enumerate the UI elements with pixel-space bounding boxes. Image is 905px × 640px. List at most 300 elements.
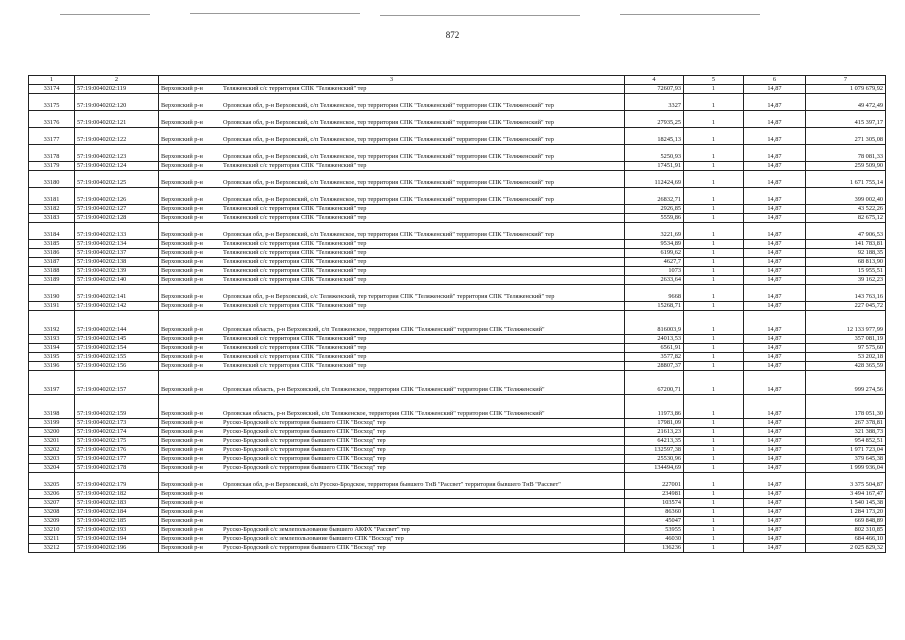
address-cell xyxy=(159,240,625,249)
quantity-cell: 1 xyxy=(684,111,744,128)
table-row xyxy=(29,428,886,437)
area-cell: 27935,25 xyxy=(625,111,684,128)
address-cell xyxy=(159,223,625,240)
row-number-cell: 33174 xyxy=(29,85,75,94)
row-number-cell: 33200 xyxy=(29,428,75,437)
district-label: Верховский р-н xyxy=(161,196,203,204)
quantity-cell: 1 xyxy=(684,419,744,428)
row-number-cell: 33208 xyxy=(29,508,75,517)
district-label: Верховский р-н xyxy=(161,481,203,489)
area-cell: 3327 xyxy=(625,94,684,111)
total-cell: 43 522,26 xyxy=(806,205,886,214)
row-number-cell: 33204 xyxy=(29,464,75,473)
total-cell: 141 783,81 xyxy=(806,240,886,249)
area-cell: 227001 xyxy=(625,473,684,490)
total-cell: 97 575,60 xyxy=(806,344,886,353)
rate-cell: 14,87 xyxy=(744,446,806,455)
address-cell xyxy=(159,249,625,258)
address-text: Теляженский с/с территория СПК "Теляженский" тер xyxy=(223,85,367,93)
area-cell: 3221,69 xyxy=(625,223,684,240)
cadastral-number-cell: 57:19:0040202:173 xyxy=(75,419,159,428)
address-text: Орловская обл, р-н Верховский, с/п Теляженское, тер территория СПК "Теляженский" территория СПК "Теляженский" тер xyxy=(223,102,554,110)
quantity-cell: 1 xyxy=(684,455,744,464)
row-number-cell: 33195 xyxy=(29,353,75,362)
district-label: Верховский р-н xyxy=(161,119,203,127)
quantity-cell: 1 xyxy=(684,267,744,276)
address-cell xyxy=(159,94,625,111)
cadastral-number-cell: 57:19:0040202:176 xyxy=(75,446,159,455)
cadastral-number-cell: 57:19:0040202:193 xyxy=(75,526,159,535)
quantity-cell: 1 xyxy=(684,362,744,371)
quantity-cell: 1 xyxy=(684,94,744,111)
district-label: Верховский р-н xyxy=(161,267,203,275)
total-cell: 428 365,59 xyxy=(806,362,886,371)
quantity-cell: 1 xyxy=(684,464,744,473)
total-cell: 954 852,51 xyxy=(806,437,886,446)
row-number-cell: 33211 xyxy=(29,535,75,544)
row-number-cell: 33206 xyxy=(29,490,75,499)
cadastral-number-cell: 57:19:0040202:194 xyxy=(75,535,159,544)
quantity-cell: 1 xyxy=(684,240,744,249)
cadastral-number-cell: 57:19:0040202:139 xyxy=(75,267,159,276)
cadastral-number-cell: 57:19:0040202:138 xyxy=(75,258,159,267)
total-cell: 15 955,51 xyxy=(806,267,886,276)
district-label: Верховский р-н xyxy=(161,419,203,427)
address-text: Теляженский с/с территория СПК "Теляженский" тер xyxy=(223,258,367,266)
district-label: Верховский р-н xyxy=(161,362,203,370)
total-cell: 271 305,08 xyxy=(806,128,886,145)
rate-cell: 14,87 xyxy=(744,111,806,128)
address-text: Орловская обл, р-н Верховский, с/п Русско-Бродское, территория бывшего ТнВ "Рассвет" территория бывшего ТнВ "Рассвет" xyxy=(223,481,561,489)
row-number-cell: 33176 xyxy=(29,111,75,128)
row-number-cell: 33180 xyxy=(29,171,75,188)
address-text: Орловская область, р-н Верховский, с/п Теляженское, территория СПК "Теляженский" территория СПК "Теляженский" xyxy=(223,386,545,394)
rate-cell: 14,87 xyxy=(744,473,806,490)
column-header: 4 xyxy=(625,76,684,85)
rate-cell: 14,87 xyxy=(744,455,806,464)
row-number-cell: 33193 xyxy=(29,335,75,344)
district-label: Верховский р-н xyxy=(161,386,203,394)
address-text: Русско-Бродский с/с территория бывшего СПК "Восход" тер xyxy=(223,455,386,463)
cadastral-number-cell: 57:19:0040202:137 xyxy=(75,249,159,258)
district-label: Верховский р-н xyxy=(161,326,203,334)
row-number-cell: 33212 xyxy=(29,544,75,553)
cadastral-number-cell: 57:19:0040202:177 xyxy=(75,455,159,464)
area-cell: 25530,96 xyxy=(625,455,684,464)
area-cell: 112424,69 xyxy=(625,171,684,188)
area-cell: 45047 xyxy=(625,517,684,526)
address-cell xyxy=(159,188,625,205)
column-header: 7 xyxy=(806,76,886,85)
quantity-cell: 1 xyxy=(684,344,744,353)
total-cell: 267 378,81 xyxy=(806,419,886,428)
address-text: Теляженский с/с территория СПК "Теляженский" тер xyxy=(223,302,367,310)
table-row xyxy=(29,249,886,258)
scan-artifact-line xyxy=(380,15,580,16)
row-number-cell: 33203 xyxy=(29,455,75,464)
address-text: Русско-Бродский с/с землепользование бывшего АКФХ "Рассвет" тер xyxy=(223,526,410,534)
rate-cell: 14,87 xyxy=(744,371,806,395)
cadastral-number-cell: 57:19:0040202:121 xyxy=(75,111,159,128)
area-cell: 9534,89 xyxy=(625,240,684,249)
address-cell xyxy=(159,353,625,362)
address-cell xyxy=(159,517,625,526)
quantity-cell: 1 xyxy=(684,517,744,526)
rate-cell: 14,87 xyxy=(744,335,806,344)
area-cell: 18245,13 xyxy=(625,128,684,145)
quantity-cell: 1 xyxy=(684,188,744,205)
table-row xyxy=(29,371,886,395)
table-row xyxy=(29,188,886,205)
area-cell: 6561,91 xyxy=(625,344,684,353)
address-cell xyxy=(159,285,625,302)
quantity-cell: 1 xyxy=(684,353,744,362)
table-row xyxy=(29,311,886,335)
table-row xyxy=(29,214,886,223)
quantity-cell: 1 xyxy=(684,335,744,344)
cadastral-number-cell: 57:19:0040202:126 xyxy=(75,188,159,205)
table-row xyxy=(29,240,886,249)
quantity-cell: 1 xyxy=(684,285,744,302)
address-cell xyxy=(159,258,625,267)
address-cell xyxy=(159,446,625,455)
address-text: Орловская обл, р-н Верховский, с/п Теляженское, тер территория СПК "Теляженский" территория СПК "Теляженский" тер xyxy=(223,231,554,239)
scan-artifact-line xyxy=(620,14,760,15)
area-cell: 64213,35 xyxy=(625,437,684,446)
rate-cell: 14,87 xyxy=(744,302,806,311)
rate-cell: 14,87 xyxy=(744,171,806,188)
area-cell: 86360 xyxy=(625,508,684,517)
area-cell: 5250,93 xyxy=(625,145,684,162)
cadastral-number-cell: 57:19:0040202:144 xyxy=(75,311,159,335)
address-text: Теляженский с/с территория СПК "Теляженский" тер xyxy=(223,362,367,370)
row-number-cell: 33178 xyxy=(29,145,75,162)
cadastral-number-cell: 57:19:0040202:128 xyxy=(75,214,159,223)
address-text: Теляженский с/с территория СПК "Теляженский" тер xyxy=(223,214,367,222)
address-text: Теляженский с/с территория СПК "Теляженский" тер xyxy=(223,205,367,213)
cadastral-number-cell: 57:19:0040202:124 xyxy=(75,162,159,171)
row-number-cell: 33179 xyxy=(29,162,75,171)
area-cell: 11973,86 xyxy=(625,395,684,419)
cadastral-number-cell: 57:19:0040202:140 xyxy=(75,276,159,285)
column-header: 3 xyxy=(159,76,625,85)
table-row xyxy=(29,455,886,464)
address-text: Орловская обл, р-н Верховский, с/п Теляженское, тер территория СПК "Теляженский" территория СПК "Теляженский" тер xyxy=(223,196,554,204)
total-cell: 1 671 755,14 xyxy=(806,171,886,188)
rate-cell: 14,87 xyxy=(744,205,806,214)
quantity-cell: 1 xyxy=(684,145,744,162)
address-cell xyxy=(159,437,625,446)
address-text: Теляженский с/с территория СПК "Теляженский" тер xyxy=(223,276,367,284)
address-text: Теляженский с/с территория СПК "Теляженский" тер xyxy=(223,162,367,170)
district-label: Верховский р-н xyxy=(161,162,203,170)
quantity-cell: 1 xyxy=(684,258,744,267)
row-number-cell: 33190 xyxy=(29,285,75,302)
district-label: Верховский р-н xyxy=(161,490,203,498)
table-row xyxy=(29,276,886,285)
quantity-cell: 1 xyxy=(684,428,744,437)
total-cell: 47 906,53 xyxy=(806,223,886,240)
quantity-cell: 1 xyxy=(684,276,744,285)
cadastral-number-cell: 57:19:0040202:182 xyxy=(75,490,159,499)
area-cell: 24013,53 xyxy=(625,335,684,344)
table-row xyxy=(29,490,886,499)
district-label: Верховский р-н xyxy=(161,205,203,213)
rate-cell: 14,87 xyxy=(744,267,806,276)
total-cell: 415 397,17 xyxy=(806,111,886,128)
table-row xyxy=(29,353,886,362)
row-number-cell: 33185 xyxy=(29,240,75,249)
table-row xyxy=(29,162,886,171)
table-row xyxy=(29,267,886,276)
rate-cell: 14,87 xyxy=(744,490,806,499)
cadastral-number-cell: 57:19:0040202:145 xyxy=(75,335,159,344)
row-number-cell: 33183 xyxy=(29,214,75,223)
column-header: 5 xyxy=(684,76,744,85)
row-number-cell: 33192 xyxy=(29,311,75,335)
table-row xyxy=(29,473,886,490)
address-text: Теляженский с/с территория СПК "Теляженский" тер xyxy=(223,249,367,257)
address-cell xyxy=(159,490,625,499)
quantity-cell: 1 xyxy=(684,249,744,258)
row-number-cell: 33198 xyxy=(29,395,75,419)
quantity-cell: 1 xyxy=(684,85,744,94)
column-header: 6 xyxy=(744,76,806,85)
area-cell: 17451,91 xyxy=(625,162,684,171)
area-cell: 132597,38 xyxy=(625,446,684,455)
area-cell: 9668 xyxy=(625,285,684,302)
quantity-cell: 1 xyxy=(684,223,744,240)
rate-cell: 14,87 xyxy=(744,395,806,419)
row-number-cell: 33209 xyxy=(29,517,75,526)
district-label: Верховский р-н xyxy=(161,179,203,187)
quantity-cell: 1 xyxy=(684,446,744,455)
address-text: Орловская обл, р-н Верховский, с/с Теляженский, тер территория СПК "Теляженский" территория СПК "Теляженский" тер xyxy=(223,293,555,301)
area-cell: 1073 xyxy=(625,267,684,276)
table-row xyxy=(29,302,886,311)
table-row xyxy=(29,362,886,371)
table-row xyxy=(29,395,886,419)
total-cell: 82 675,12 xyxy=(806,214,886,223)
row-number-cell: 33175 xyxy=(29,94,75,111)
table-row xyxy=(29,94,886,111)
total-cell: 321 388,73 xyxy=(806,428,886,437)
district-label: Верховский р-н xyxy=(161,344,203,352)
table-row xyxy=(29,111,886,128)
cadastral-number-cell: 57:19:0040202:175 xyxy=(75,437,159,446)
row-number-cell: 33187 xyxy=(29,258,75,267)
cadastral-number-cell: 57:19:0040202:178 xyxy=(75,464,159,473)
cadastral-number-cell: 57:19:0040202:179 xyxy=(75,473,159,490)
quantity-cell: 1 xyxy=(684,171,744,188)
total-cell: 259 509,90 xyxy=(806,162,886,171)
cadastral-number-cell: 57:19:0040202:156 xyxy=(75,362,159,371)
area-cell: 134494,69 xyxy=(625,464,684,473)
area-cell: 67200,71 xyxy=(625,371,684,395)
quantity-cell: 1 xyxy=(684,473,744,490)
district-label: Верховский р-н xyxy=(161,464,203,472)
address-cell xyxy=(159,145,625,162)
area-cell: 17981,09 xyxy=(625,419,684,428)
area-cell: 21613,23 xyxy=(625,428,684,437)
row-number-cell: 33197 xyxy=(29,371,75,395)
address-text: Русско-Бродский с/с территория бывшего СПК "Восход" тер xyxy=(223,428,386,436)
district-label: Верховский р-н xyxy=(161,136,203,144)
rate-cell: 14,87 xyxy=(744,85,806,94)
address-text: Теляженский с/с территория СПК "Теляженский" тер xyxy=(223,335,367,343)
address-cell xyxy=(159,267,625,276)
address-cell xyxy=(159,395,625,419)
table-row xyxy=(29,535,886,544)
district-label: Верховский р-н xyxy=(161,293,203,301)
rate-cell: 14,87 xyxy=(744,499,806,508)
area-cell: 2633,64 xyxy=(625,276,684,285)
address-text: Теляженский с/с территория СПК "Теляженский" тер xyxy=(223,353,367,361)
total-cell: 178 051,30 xyxy=(806,395,886,419)
cadastral-number-cell: 57:19:0040202:127 xyxy=(75,205,159,214)
cadastral-number-cell: 57:19:0040202:141 xyxy=(75,285,159,302)
area-cell: 2926,85 xyxy=(625,205,684,214)
district-label: Верховский р-н xyxy=(161,526,203,534)
rate-cell: 14,87 xyxy=(744,353,806,362)
table-row xyxy=(29,205,886,214)
cadastral-number-cell: 57:19:0040202:185 xyxy=(75,517,159,526)
address-cell xyxy=(159,371,625,395)
area-cell: 26832,71 xyxy=(625,188,684,205)
cadastral-number-cell: 57:19:0040202:157 xyxy=(75,371,159,395)
total-cell: 1 284 173,20 xyxy=(806,508,886,517)
area-cell: 234981 xyxy=(625,490,684,499)
address-text: Русско-Бродский с/с территория бывшего СПК "Восход" тер xyxy=(223,446,386,454)
row-number-cell: 33207 xyxy=(29,499,75,508)
total-cell: 999 274,56 xyxy=(806,371,886,395)
rate-cell: 14,87 xyxy=(744,362,806,371)
total-cell: 3 494 167,47 xyxy=(806,490,886,499)
district-label: Верховский р-н xyxy=(161,249,203,257)
address-cell xyxy=(159,544,625,553)
rate-cell: 14,87 xyxy=(744,517,806,526)
total-cell: 2 025 829,32 xyxy=(806,544,886,553)
quantity-cell: 1 xyxy=(684,490,744,499)
row-number-cell: 33177 xyxy=(29,128,75,145)
address-cell xyxy=(159,311,625,335)
total-cell: 1 540 145,38 xyxy=(806,499,886,508)
cadastral-number-cell: 57:19:0040202:155 xyxy=(75,353,159,362)
rate-cell: 14,87 xyxy=(744,428,806,437)
rate-cell: 14,87 xyxy=(744,526,806,535)
quantity-cell: 1 xyxy=(684,214,744,223)
cadastral-number-cell: 57:19:0040202:122 xyxy=(75,128,159,145)
area-cell: 3577,82 xyxy=(625,353,684,362)
quantity-cell: 1 xyxy=(684,499,744,508)
rate-cell: 14,87 xyxy=(744,544,806,553)
address-cell xyxy=(159,508,625,517)
cadastral-number-cell: 57:19:0040202:184 xyxy=(75,508,159,517)
address-cell xyxy=(159,128,625,145)
area-cell: 136236 xyxy=(625,544,684,553)
scan-artifact-line xyxy=(60,14,150,15)
address-cell xyxy=(159,302,625,311)
address-cell xyxy=(159,214,625,223)
column-header: 1 xyxy=(29,76,75,85)
cadastral-number-cell: 57:19:0040202:119 xyxy=(75,85,159,94)
row-number-cell: 33201 xyxy=(29,437,75,446)
table-row xyxy=(29,464,886,473)
cadastral-number-cell: 57:19:0040202:125 xyxy=(75,171,159,188)
row-number-cell: 33194 xyxy=(29,344,75,353)
address-cell xyxy=(159,362,625,371)
quantity-cell: 1 xyxy=(684,205,744,214)
quantity-cell: 1 xyxy=(684,128,744,145)
total-cell: 1 999 936,04 xyxy=(806,464,886,473)
quantity-cell: 1 xyxy=(684,437,744,446)
district-label: Верховский р-н xyxy=(161,410,203,418)
cadastral-number-cell: 57:19:0040202:154 xyxy=(75,344,159,353)
area-cell: 28807,37 xyxy=(625,362,684,371)
table-row xyxy=(29,508,886,517)
rate-cell: 14,87 xyxy=(744,214,806,223)
cadastral-number-cell: 57:19:0040202:120 xyxy=(75,94,159,111)
area-cell: 4627,7 xyxy=(625,258,684,267)
column-header: 2 xyxy=(75,76,159,85)
address-text: Орловская обл, р-н Верховский, с/п Теляженское, тер территория СПК "Теляженский" территория СПК "Теляженский" тер xyxy=(223,153,554,161)
total-cell: 53 202,18 xyxy=(806,353,886,362)
address-cell xyxy=(159,344,625,353)
district-label: Верховский р-н xyxy=(161,535,203,543)
district-label: Верховский р-н xyxy=(161,353,203,361)
address-cell xyxy=(159,473,625,490)
area-cell: 46030 xyxy=(625,535,684,544)
table-row xyxy=(29,223,886,240)
total-cell: 68 813,90 xyxy=(806,258,886,267)
table-row xyxy=(29,258,886,267)
address-cell xyxy=(159,111,625,128)
cadastral-number-cell: 57:19:0040202:133 xyxy=(75,223,159,240)
row-number-cell: 33182 xyxy=(29,205,75,214)
rate-cell: 14,87 xyxy=(744,240,806,249)
table-row xyxy=(29,85,886,94)
district-label: Верховский р-н xyxy=(161,258,203,266)
scan-artifact-line xyxy=(190,13,360,14)
district-label: Верховский р-н xyxy=(161,508,203,516)
district-label: Верховский р-н xyxy=(161,102,203,110)
total-cell: 669 848,89 xyxy=(806,517,886,526)
area-cell: 53955 xyxy=(625,526,684,535)
total-cell: 802 310,85 xyxy=(806,526,886,535)
table-row xyxy=(29,517,886,526)
district-label: Верховский р-н xyxy=(161,335,203,343)
table-body xyxy=(29,85,886,553)
quantity-cell: 1 xyxy=(684,162,744,171)
rate-cell: 14,87 xyxy=(744,464,806,473)
page-number: 872 xyxy=(445,30,460,40)
total-cell: 92 188,35 xyxy=(806,249,886,258)
table-row xyxy=(29,419,886,428)
area-cell: 103574 xyxy=(625,499,684,508)
total-cell: 1 079 679,92 xyxy=(806,85,886,94)
quantity-cell: 1 xyxy=(684,395,744,419)
district-label: Верховский р-н xyxy=(161,153,203,161)
address-text: Орловская область, р-н Верховский, с/п Теляженское, территория СПК "Теляженский" территория СПК "Теляженский" xyxy=(223,326,545,334)
rate-cell: 14,87 xyxy=(744,258,806,267)
table-row xyxy=(29,128,886,145)
district-label: Верховский р-н xyxy=(161,428,203,436)
table-row xyxy=(29,437,886,446)
total-cell: 684 466,10 xyxy=(806,535,886,544)
address-cell xyxy=(159,535,625,544)
address-text: Теляженский с/с территория СПК "Теляженский" тер xyxy=(223,344,367,352)
rate-cell: 14,87 xyxy=(744,535,806,544)
